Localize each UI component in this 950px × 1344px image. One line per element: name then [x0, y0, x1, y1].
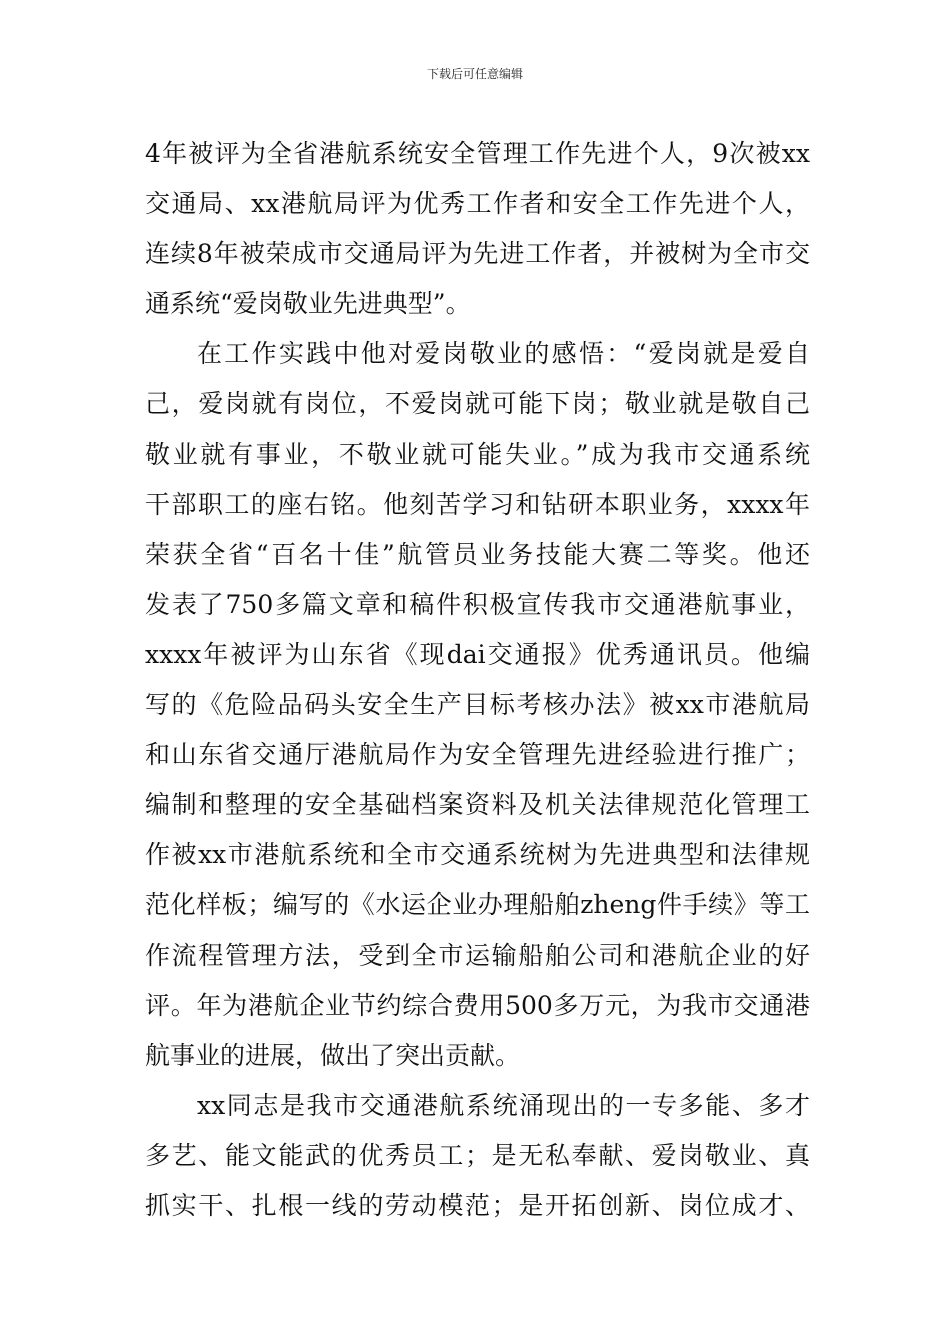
paragraph-2 [145, 329, 810, 1080]
body-text [145, 129, 810, 1231]
text-line: 编制和整理的安全基础档案资料及机关法律规范化管理工 [145, 790, 810, 820]
text-line: 通系统“爱岗敬业先进典型”。 [145, 289, 471, 319]
text-line: 荣获全省“百名十佳”航管员业务技能大赛二等奖。他还 [145, 539, 810, 569]
text-line: 写的《危险品码头安全生产目标考核办法》被xx市港航局 [145, 690, 810, 720]
text-line: 干部职工的座右铭。他刻苦学习和钻研本职业务，xxxx年 [145, 489, 810, 519]
text-line: xxxx年被评为山东省《现dai交通报》优秀通讯员。他编 [145, 639, 810, 669]
page-header: 下载后可任意编辑 [426, 67, 523, 81]
text-line: 连续8年被荣成市交通局评为先进工作者，并被树为全市交 [145, 239, 810, 269]
text-line: 抓实干、扎根一线的劳动模范；是开拓创新、岗位成才、 [145, 1190, 810, 1220]
text-line: 范化样板；编写的《水运企业办理船舶zheng件手续》等工 [145, 890, 810, 920]
paragraph-1 [145, 129, 810, 329]
paragraph-3 [145, 1081, 810, 1231]
text-line: 交通局、xx港航局评为优秀工作者和安全工作先进个人， [145, 189, 810, 219]
text-line: 己，爱岗就有岗位，不爱岗就可能下岗；敬业就是敬自己 [145, 389, 810, 419]
text-line: 敬业就有事业，不敬业就可能失业。”成为我市交通系统 [145, 439, 810, 469]
text-line: 航事业的进展，做出了突出贡献。 [145, 1040, 521, 1070]
text-line: 评。年为港航企业节约综合费用500多万元，为我市交通港 [145, 990, 810, 1020]
text-line: 和山东省交通厅港航局作为安全管理先进经验进行推广； [145, 740, 810, 770]
text-line: xx同志是我市交通港航系统涌现出的一专多能、多才 [197, 1090, 810, 1120]
text-line: 多艺、能文能武的优秀员工；是无私奉献、爱岗敬业、真 [145, 1140, 810, 1170]
text-line: 作被xx市港航系统和全市交通系统树为先进典型和法律规 [145, 840, 810, 870]
text-line: 发表了750多篇文章和稿件积极宣传我市交通港航事业， [145, 589, 810, 619]
text-line: 在工作实践中他对爱岗敬业的感悟：“爱岗就是爱自 [197, 339, 810, 369]
text-line: 作流程管理方法，受到全市运输船舶公司和港航企业的好 [145, 940, 810, 970]
text-line: 4年被评为全省港航系统安全管理工作先进个人，9次被xx [145, 139, 810, 168]
